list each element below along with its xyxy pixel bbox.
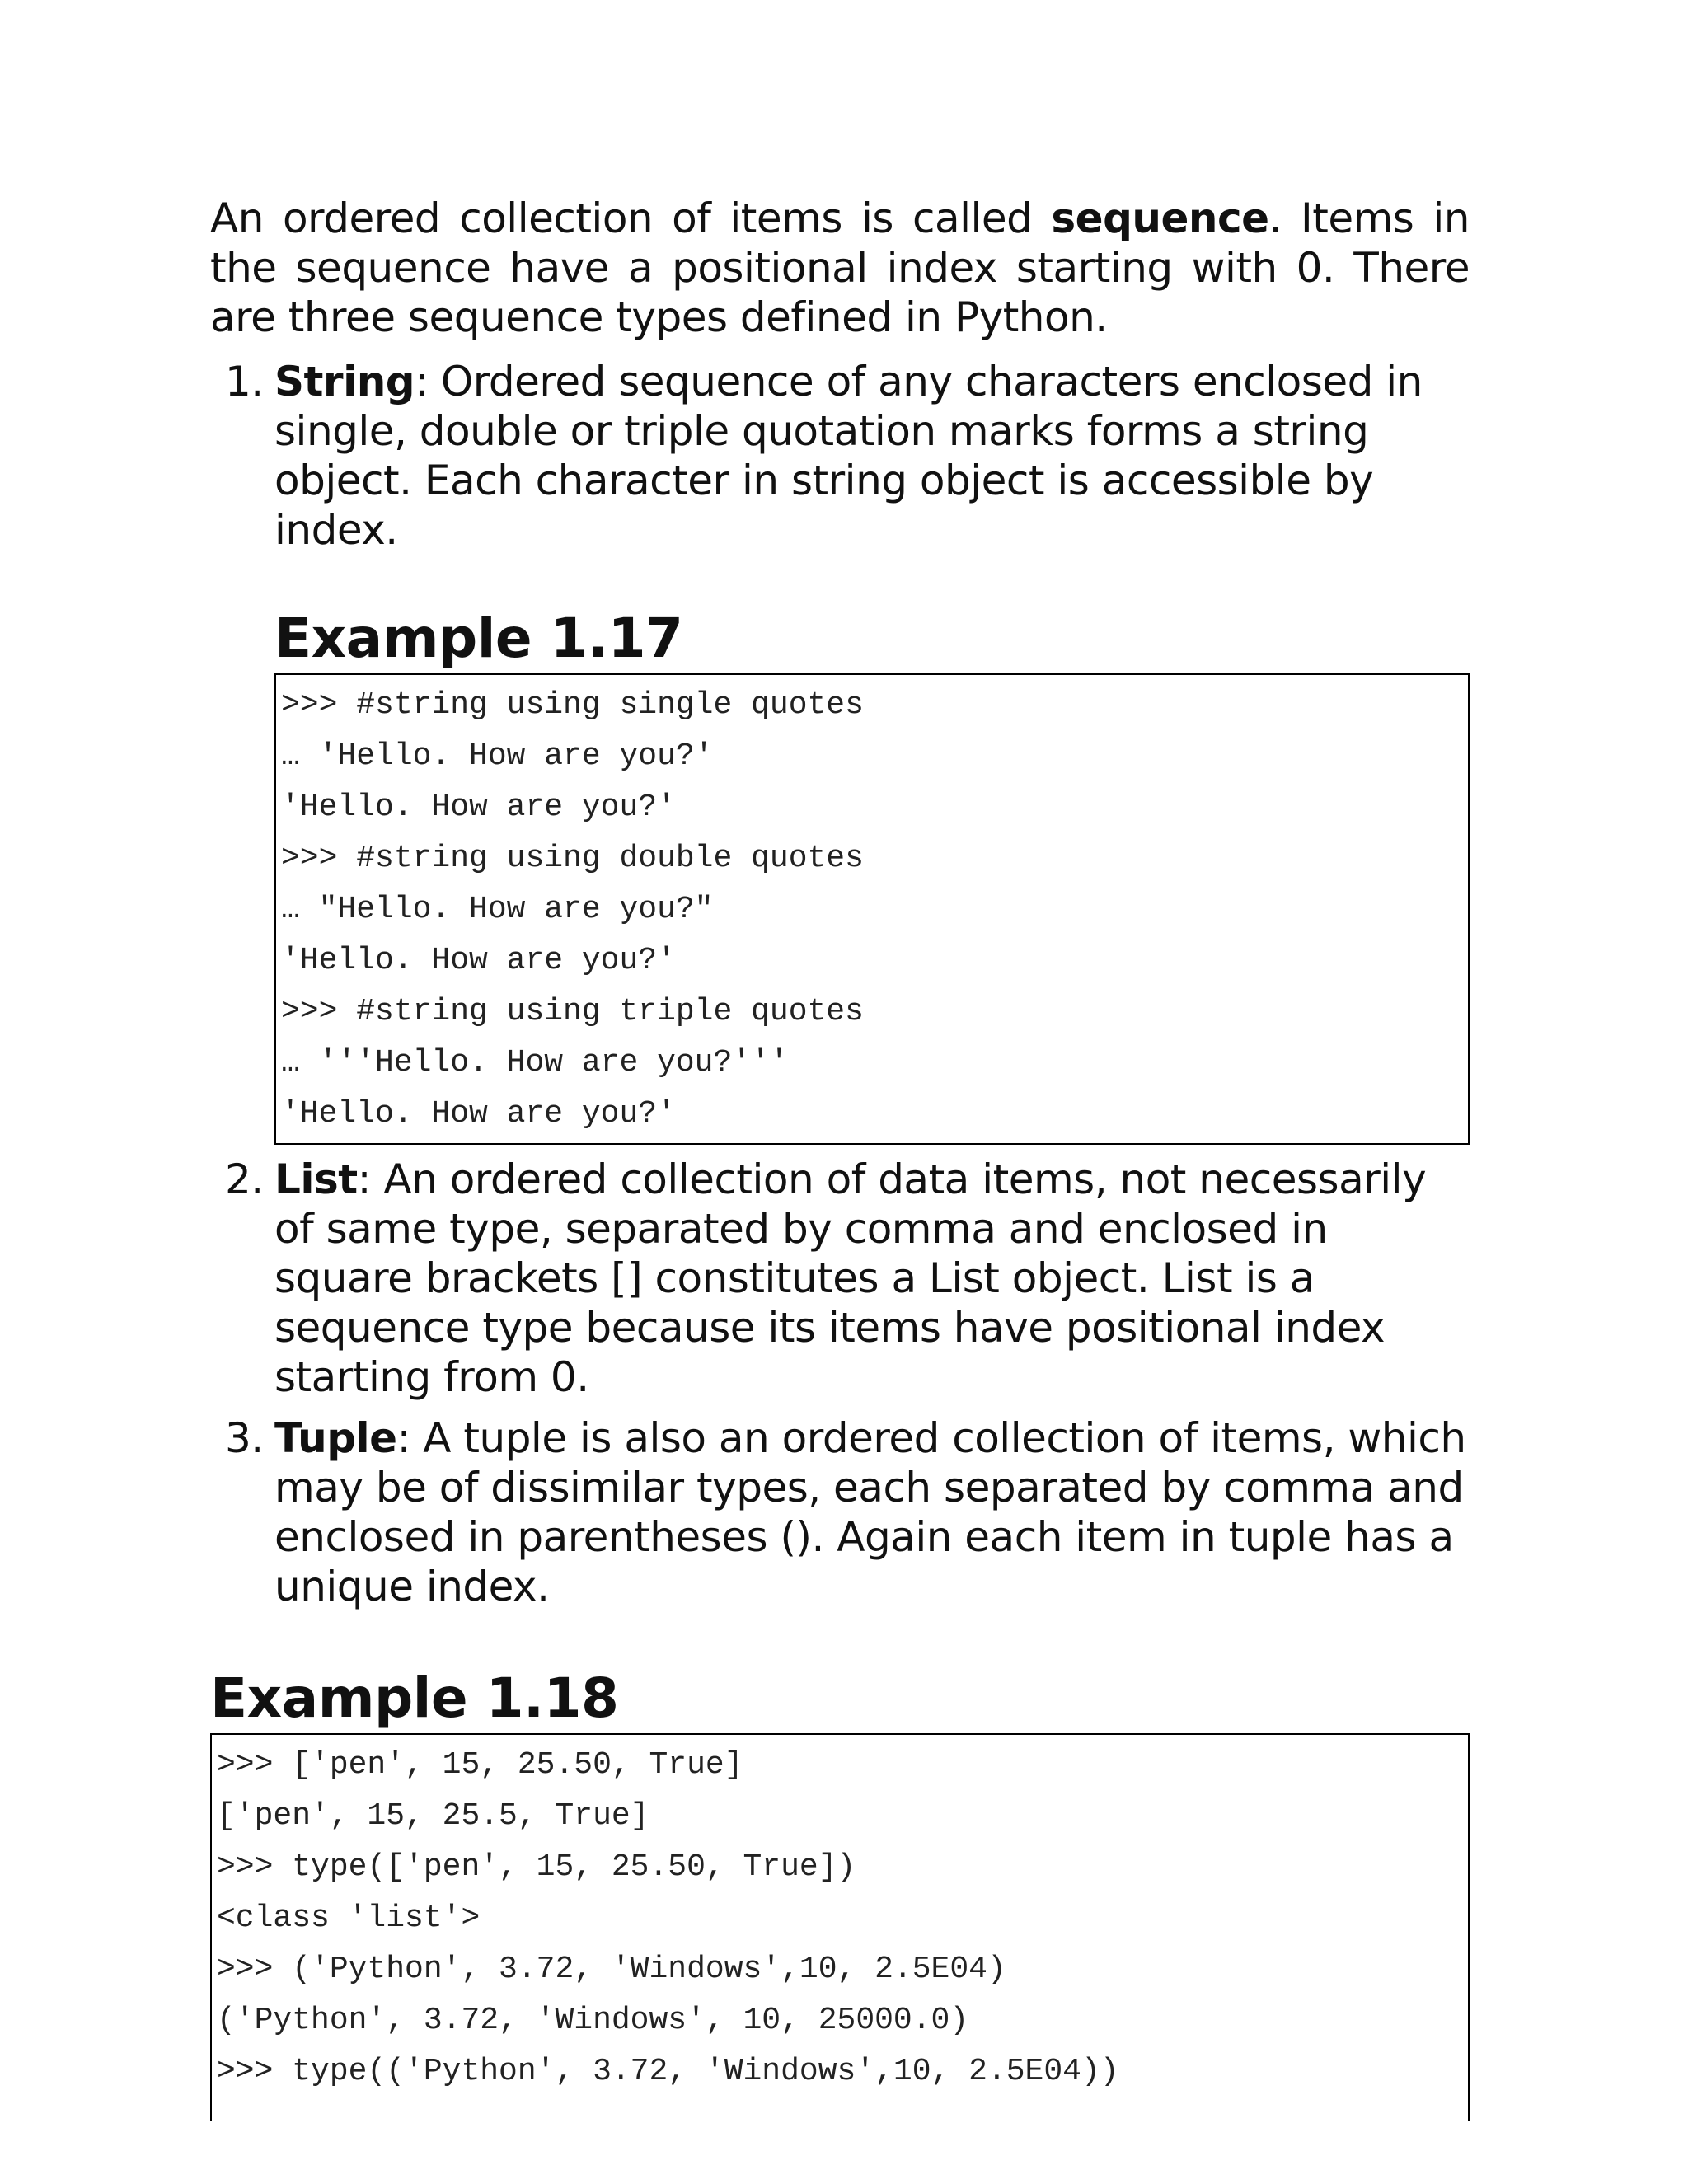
list-item-text: : An ordered collection of data items, not necessarily of same type, separated by comma and enclosed in square brackets [] constitutes a List object. List is a sequence type because its items have positional index starting from 0. [274, 1155, 1427, 1401]
list-item-term: List [274, 1155, 358, 1203]
code-line: 'Hello. How are you?' [281, 790, 676, 825]
intro-text-after: . Items in the sequence have a positional index starting with 0. There are three sequence types defined in Python. [210, 194, 1470, 341]
code-line: 'Hello. How are you?' [281, 1096, 676, 1132]
code-line: <class 'list'> [217, 1900, 481, 1936]
code-line: >>> #string using single quotes [281, 687, 864, 723]
code-line: >>> type(['pen', 15, 25.50, True]) [217, 1849, 856, 1885]
document-page [210, 194, 1470, 2121]
example-heading: Example 1.17 [274, 607, 683, 670]
list-item-number: 1. [225, 358, 264, 405]
code-block [274, 673, 1470, 1145]
list-item-text: : A tuple is also an ordered collection of items, which may be of dissimilar types, each separated by comma and enclosed in parentheses (). Again each item in tuple has a unique index. [274, 1414, 1466, 1610]
list-item-term: String [274, 358, 415, 405]
code-line: ('Python', 3.72, 'Windows', 10, 25000.0) [217, 2003, 969, 2038]
code-line: … "Hello. How are you?" [281, 892, 714, 927]
code-line: 'Hello. How are you?' [281, 943, 676, 978]
list-item-tuple [210, 1413, 1470, 1611]
list-item-string [210, 357, 1470, 555]
code-line: >>> type(('Python', 3.72, 'Windows',10, 2.5E04)) [217, 2054, 1119, 2089]
code-line: >>> #string using triple quotes [281, 994, 864, 1029]
list-item-term: Tuple [274, 1414, 397, 1462]
example-1-18 [210, 1666, 1470, 2121]
code-line: … '''Hello. How are you?''' [281, 1045, 789, 1080]
intro-text-before: An ordered collection of items is called [210, 194, 1052, 242]
code-block [210, 1733, 1470, 2121]
example-heading: Example 1.18 [210, 1666, 619, 1730]
list-item-number: 2. [225, 1155, 264, 1203]
code-line: ['pen', 15, 25.5, True] [217, 1798, 649, 1834]
list-item-list [210, 1155, 1470, 1402]
list-item-number: 3. [225, 1414, 264, 1462]
list-item-text: : Ordered sequence of any characters enclosed in single, double or triple quotation marks forms a string object. Each character in string object is accessible by index. [274, 358, 1423, 554]
code-line: >>> #string using double quotes [281, 841, 864, 876]
code-line: … 'Hello. How are you?' [281, 738, 714, 774]
sequence-types-list [210, 357, 1470, 1611]
code-line: >>> ('Python', 3.72, 'Windows',10, 2.5E04) [217, 1952, 1006, 1987]
intro-bold-term: sequence [1051, 194, 1269, 242]
code-line: >>> ['pen', 15, 25.50, True] [217, 1747, 743, 1783]
example-1-17 [274, 606, 1470, 1145]
intro-paragraph [210, 194, 1470, 342]
